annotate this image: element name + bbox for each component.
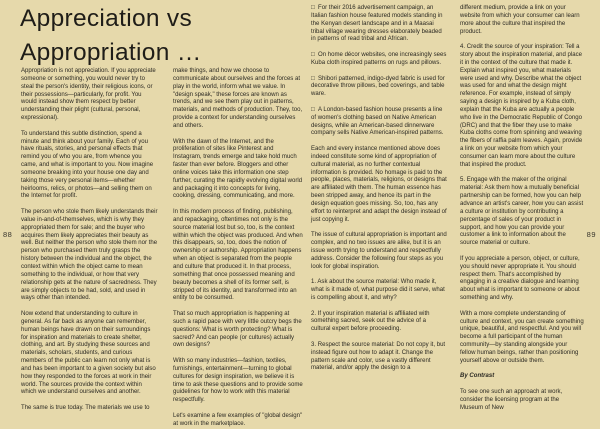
paragraph: Appropriation is not appreciation. If you appreciate someone or something, you would never try to steal the person's identity, their religious icons, or their possessions—particularly, for profit. You would instead show them respect by better understanding their plight (cultural, personal, expressional). [21,68,156,122]
bullet-icon: □ [311,75,319,82]
paragraph: In this modern process of finding, publishing, and repackaging, oftentimes not only is the source material lost but so, too, is the context within which the object was produced. And when this disappears, so, too, does the notion of ownership or authorship. Appropriation happens when an object is separated from the people and culture that produced it. In that process, something that once possessed meaning and beauty becomes a shell of its former self, is stripped of its identity, and transformed into an entity to be consumed. [173,209,303,302]
bullet-icon: □ [311,106,319,113]
paragraph: 2. If your inspiration material is affiliated with something sacred, seek out the advice of a cultural expert before proceeding. [311,310,430,333]
bullet-item: □ For their 2016 advertisement campaign, an Italian fashion house featured models standing in the Kenyan desert landscape and in a Maasai tribal village wearing dresses elaborately beaded in patterns of read tribal and African. [311,5,443,43]
bullet-item: □ Shibori patterned, indigo-dyed fabric is used for decorative throw pillows, bed coverings, and table ware. [311,75,445,98]
paragraph: The person who stole them likely understands their value in-and-of-themselves, which is why they appropriated them for sale; and the buyer who acquires them likely appreciates their beauty as well. But neither the person who stole them nor the person who purchased them truly grasps the history between the individual and the object, the context within which the object came to mean something to the individual, or how that very relationship gets at the nature of sacredness. They are simply objects to be had, sold, and used in ways other than intended. [21,209,158,302]
column-1 [21,68,158,413]
paragraph: The issue of cultural appropriation is important and complex, and no two issues are alike, but it is an issue worth trying to understand and respectfully address. Consider the following four steps as you look for global inspiration. [311,232,447,270]
article-title: Appreciation vs Appropriation … [20,5,202,66]
bullet-icon: □ [311,52,319,59]
paragraph: different medium, provide a link on your website from which your consumer can learn more about the culture that inspired the product. [460,5,580,35]
paragraph: To understand this subtle distinction, spend a minute and think about your family. Each of you have rituals, stories, and personal effects that remind you of who you are, from whence you came, and what is important to you. Now imagine someone breaking into your house one day and taking those very personal items—whether heirlooms, relics, or photos—and selling them on the Internet for profit. [21,130,154,200]
bullet-icon: □ [311,5,319,11]
page-number-left: 88 [3,230,13,239]
page-number-right: 89 [586,230,596,239]
paragraph: The same is true today. The materials we use to [21,405,150,412]
paragraph: With a more complete understanding of culture and context, you can create something unique, beautiful, and respectful. And you will become a full participant of the human community—by standing alongside your fellow human beings, rather than positioning yourself above or outside them. [460,310,584,364]
paragraph: That so much appropriation is happening at such a rapid pace with very little outcry begs the questions: What is worth protecting? What is sacred? And can people (or cultures) actually own designs? [173,311,302,349]
paragraph: 3. Respect the source material: Do not copy it, but instead figure out how to adapt it. Change the pattern scale and color, use a vastly different material, and/or apply the design to a [311,341,446,372]
column-3 [311,5,447,373]
paragraph: make things, and how we choose to communicate about ourselves and the forces at play in the world, inform what we value. In "design speak," these forces are known as trends, and we see them play out in patterns, materials, and methods of production. They, too, provide a context for understanding ourselves and others. [173,68,303,129]
paragraph: 5. Engage with the maker of the original material: Ask them how a mutually beneficial partnership can be formed, how you can help advance an artist's career, how you can assist a culture or institution by contributing a percentage of sales of your product in support, and how you can provide your customer a link to information about the source material or culture. [460,177,584,247]
paragraph: To see one such an approach at work, consider the licensing program at the Museum of New [460,389,563,411]
subheading: By Contrast [460,373,495,380]
column-2 [173,68,303,429]
paragraph: With the dawn of the Internet, and the proliferation of sites like Pinterest and Instagram, trends emerge and take hold much faster than ever before. Bloggers and other online voices take this information one step further, curating the rapidly evolving digital world and packaging it into concepts for living, cooking, dressing, communicating, and more. [173,138,303,200]
bullet-item: □ A London-based fashion house presents a line of women's clothing based on Native American designs, while an American-based dinnerware company sells Native American-inspired patterns. [311,106,444,137]
paragraph: Let's examine a few examples of "global design" at work in the marketplace. [173,412,303,427]
paragraph: 4. Credit the source of your inspiration: Tell a story about the inspiration material, and place it in the context of the culture that made it. Explain what inspired you, what materials were used and why. Describe what the object was used for and what the design might reference. For example, instead of simply saying a design is inspired by a Kuba cloth, explain that the Kuba are actually a people who live in the Democratic Republic of Congo (DRC) and that the fiber they use to make Kuba cloths come from spinning and weaving the fibers of raffia palm leaves. Again, provide a link on your website from which your consumer can learn more about the culture that inspired the product. [460,44,583,168]
paragraph: With so many industries—fashion, textiles, furnishings, entertainment—turning to global cultures for design inspiration, we believe it is time to ask these questions and to provide some guidelines for how to work with this material respectfully. [173,358,303,404]
paragraph: 1. Ask about the source material: Who made it, what is it made of, what purpose did it serve, what is compelling about it, and why? [311,279,445,301]
bullet-item: □ On home décor websites, one increasingly sees Kuba cloth inspired patterns on rugs and pillows. [311,52,447,66]
paragraph: Each and every instance mentioned above does indeed constitute some kind of appropriation of cultural material, as no further contextual information is provided. No homage is paid to the people, places, materials, religions, or designs that are affiliated with them. The human essence has been stripped away, and hence its part in the design equation goes missing. So, too, has any effort to reinterpret and adapt the design instead of just copying it. [311,146,447,223]
paragraph: If you appreciate a person, object, or culture, you should never appropriate it. You should respect them. That's accomplished by engaging in a creative dialogue and learning about what is important to someone or about something and why. [460,255,580,302]
paragraph: Now extend that understanding to culture in general. As far back as anyone can remember, human beings have drawn on their surroundings for inspiration and materials to create shelter, clothing, and art. By studying these sources and materials, scholars, students, and curious members of the public can learn not only what is and has been important to a given society but also how they responded to the forces at work in their world. The sources provide the context within which we understand ourselves and another. [21,311,156,396]
column-4 [460,5,584,413]
